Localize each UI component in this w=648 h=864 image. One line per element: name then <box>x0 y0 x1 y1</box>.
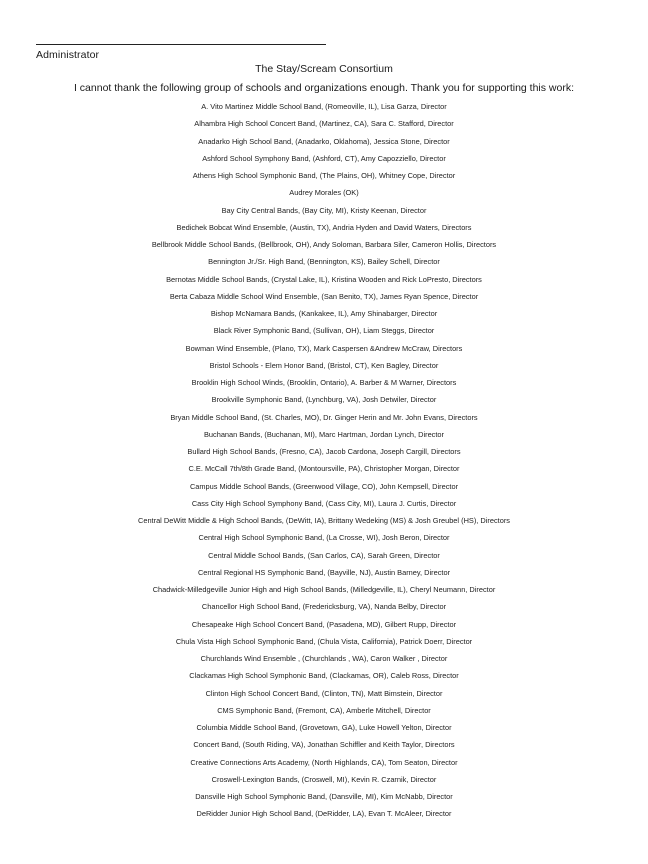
acknowledgement-entry: Campus Middle School Bands, (Greenwood Village, CO), John Kempsell, Director <box>189 481 459 491</box>
acknowledgement-entry: Bullard High School Bands, (Fresno, CA), Jacob Cardona, Joseph Cargill, Directors <box>187 447 461 456</box>
acknowledgement-entry: Bishop McNamara Bands, (Kankakee, IL), Amy Shinabarger, Director <box>210 309 438 318</box>
acknowledgement-entry: CMS Symphonic Band, (Fremont, CA), Amberle Mitchell, Director <box>217 705 431 715</box>
acknowledgement-entry: Athens High School Symphonic Band, (The Plains, OH), Whitney Cope, Director <box>192 171 456 180</box>
acknowledgement-list <box>0 98 648 823</box>
acknowledgement-entry: Clackamas High School Symphonic Band, (Clackamas, OR), Caleb Ross, Director <box>189 671 459 681</box>
acknowledgement-entry: Dansville High School Symphonic Band, (Dansville, MI), Kim McNabb, Director <box>195 792 453 801</box>
acknowledgement-entry: Chesapeake High School Concert Band, (Pasadena, MD), Gilbert Rupp, Director <box>191 619 457 629</box>
acknowledgement-entry: Ashford School Symphony Band, (Ashford, CT), Amy Capozziello, Director <box>202 153 446 163</box>
intro-text: I cannot thank the following group of schools and organizations enough. Thank you for supporting this work: <box>73 82 575 94</box>
acknowledgement-entry: Creative Connections Arts Academy, (North Highlands, CA), Tom Seaton, Director <box>190 757 458 767</box>
acknowledgement-entry: Croswell-Lexington Bands, (Croswell, MI), Kevin R. Czarnik, Director <box>211 774 437 784</box>
acknowledgement-entry: Alhambra High School Concert Band, (Martinez, CA), Sara C. Stafford, Director <box>194 119 454 129</box>
acknowledgement-entry: Concert Band, (South Riding, VA), Jonathan Schiffler and Keith Taylor, Directors <box>193 740 455 750</box>
acknowledgement-entry: Central DeWitt Middle & High School Bands, (DeWitt, IA), Brittany Wedeking (MS) & Josh Greubel (HS), Directors <box>138 516 510 525</box>
acknowledgement-entry: Central Middle School Bands, (San Carlos, CA), Sarah Green, Director <box>208 550 440 560</box>
acknowledgement-entry: Audrey Morales (OK) <box>289 188 359 198</box>
organization-title: The Stay/Scream Consortium <box>255 63 393 75</box>
acknowledgement-entry: Central High School Symphonic Band, (La Crosse, WI), Josh Beron, Director <box>198 533 450 543</box>
acknowledgement-entry: Churchlands Wind Ensemble , (Churchlands , WA), Caron Walker , Director <box>200 654 448 663</box>
acknowledgement-entry: Bennington Jr./Sr. High Band, (Bennington, KS), Bailey Schell, Director <box>208 257 440 267</box>
acknowledgement-entry: Bristol Schools - Elem Honor Band, (Bristol, CT), Ken Bagley, Director <box>209 360 439 370</box>
acknowledgement-entry: Anadarko High School Band, (Anadarko, Oklahoma), Jessica Stone, Director <box>198 136 450 146</box>
acknowledgement-entry: Bryan Middle School Band, (St. Charles, MO), Dr. Ginger Herin and Mr. John Evans, Directors <box>170 412 478 422</box>
acknowledgement-entry: Black River Symphonic Band, (Sullivan, OH), Liam Steggs, Director <box>213 326 435 336</box>
acknowledgement-entry: Buchanan Bands, (Buchanan, MI), Marc Hartman, Jordan Lynch, Director <box>203 429 445 439</box>
acknowledgement-entry: Bedichek Bobcat Wind Ensemble, (Austin, TX), Andria Hyden and David Waters, Directors <box>176 222 472 232</box>
signer-role: Administrator <box>36 49 100 61</box>
acknowledgement-entry: Chancellor High School Band, (Fredericksburg, VA), Nanda Belby, Director <box>201 602 447 612</box>
acknowledgement-entry: Bellbrook Middle School Bands, (Bellbrook, OH), Andy Soloman, Barbara Siler, Cameron Hollis, Directors <box>151 240 497 249</box>
acknowledgement-entry: Bowman Wind Ensemble, (Plano, TX), Mark Caspersen &Andrew McCraw, Directors <box>185 343 463 353</box>
acknowledgement-entry: Brookville Symphonic Band, (Lynchburg, VA), Josh Detwiler, Director <box>211 395 437 405</box>
acknowledgement-entry: Brooklin High School Winds, (Brooklin, Ontario), A. Barber & M Warner, Directors <box>191 378 457 387</box>
acknowledgement-entry: Bay City Central Bands, (Bay City, MI), Kristy Keenan, Director <box>221 205 427 215</box>
acknowledgement-entry: Berta Cabaza Middle School Wind Ensemble, (San Benito, TX), James Ryan Spence, Director <box>169 291 479 301</box>
signature-line <box>36 44 326 45</box>
acknowledgement-entry: Columbia Middle School Band, (Grovetown, GA), Luke Howell Yelton, Director <box>196 723 452 732</box>
acknowledgement-entry: Clinton High School Concert Band, (Clinton, TN), Matt Bimstein, Director <box>205 688 443 698</box>
acknowledgement-entry: Bernotas Middle School Bands, (Crystal Lake, IL), Kristina Wooden and Rick LoPresto, Directors <box>166 274 482 284</box>
acknowledgement-entry: Central Regional HS Symphonic Band, (Bayville, NJ), Austin Barney, Director <box>197 567 451 577</box>
acknowledgement-entry: Chula Vista High School Symphonic Band, (Chula Vista, California), Patrick Doerr, Director <box>175 636 473 646</box>
acknowledgement-entry: C.E. McCall 7th/8th Grade Band, (Montoursville, PA), Christopher Morgan, Director <box>188 464 460 474</box>
acknowledgement-entry: Chadwick-Milledgeville Junior High and High School Bands, (Milledgeville, IL), Cheryl Neumann, Director <box>152 585 496 594</box>
acknowledgement-entry: DeRidder Junior High School Band, (DeRidder, LA), Evan T. McAleer, Director <box>196 809 452 819</box>
acknowledgement-entry: A. Vito Martinez Middle School Band, (Romeoville, IL), Lisa Garza, Director <box>201 102 447 111</box>
acknowledgement-entry: Cass City High School Symphony Band, (Cass City, MI), Laura J. Curtis, Director <box>191 498 457 508</box>
